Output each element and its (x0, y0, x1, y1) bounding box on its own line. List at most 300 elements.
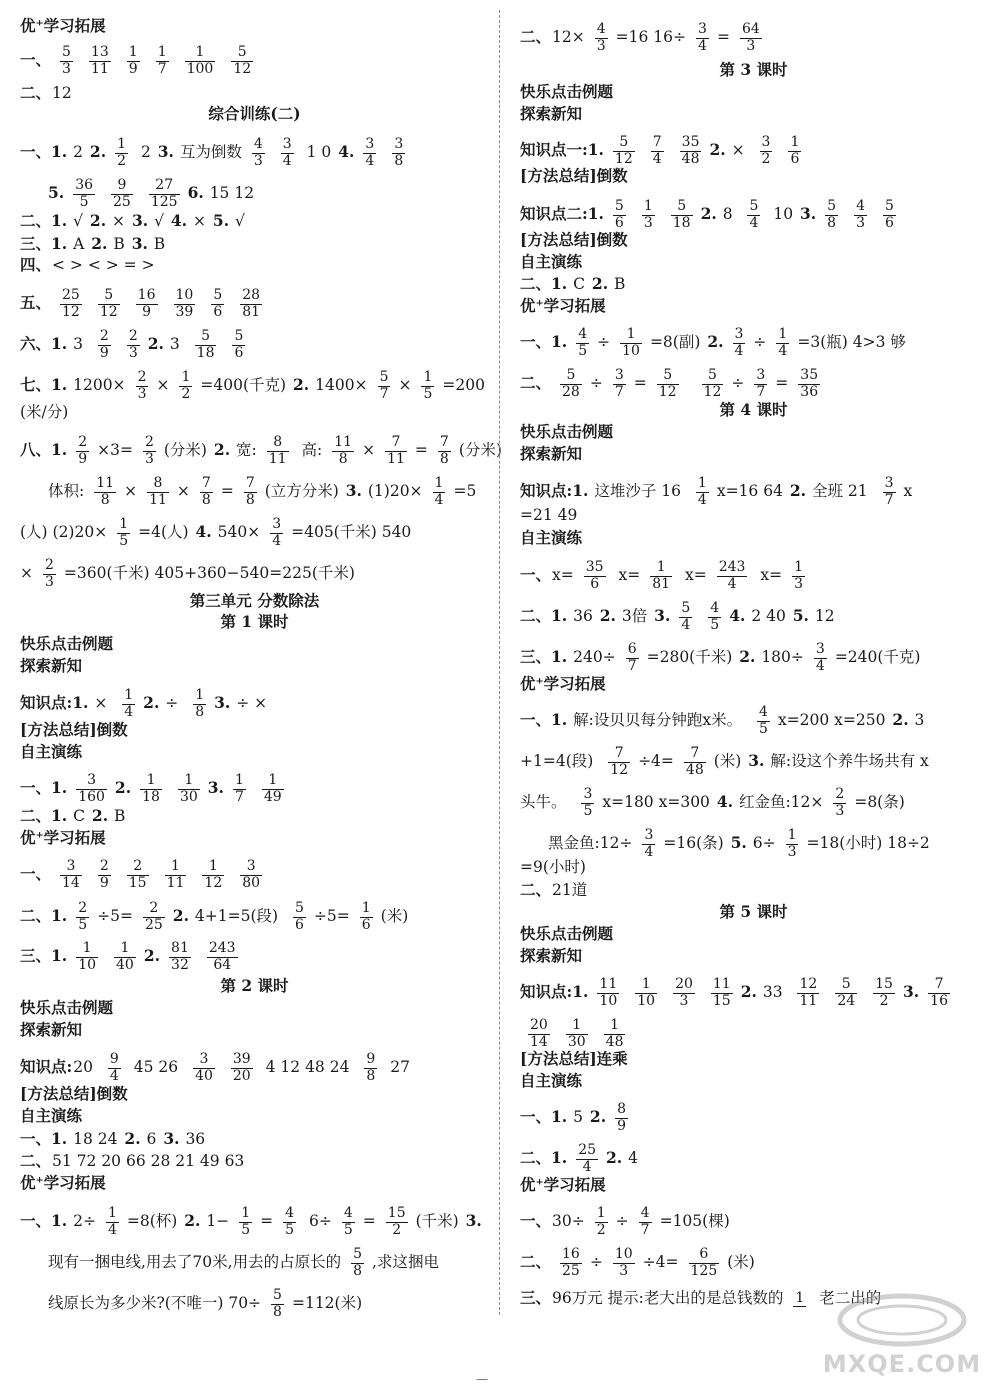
numerator: 4 (578, 326, 588, 342)
fraction (595, 1206, 608, 1238)
answer-line (520, 22, 770, 54)
numerator: 6 (627, 641, 637, 657)
item-label: 2. (293, 375, 310, 395)
denominator: 8 (195, 703, 205, 720)
answer-line (20, 830, 107, 847)
denominator: 12 (610, 761, 629, 778)
item-label: 2. (147, 334, 164, 354)
answer-text: 红金鱼:12× (734, 793, 824, 812)
fraction (174, 288, 196, 320)
answer-line (520, 787, 907, 819)
item-label: 2. (591, 274, 609, 293)
fraction (98, 288, 120, 320)
denominator: 3 (144, 450, 154, 467)
item-label: 3. (748, 751, 765, 771)
answer-text: 高: (296, 441, 323, 460)
answer-line (20, 901, 410, 933)
item-label: [方法总结]倒数 (20, 1084, 128, 1103)
item-label: 知识点:1. (520, 481, 589, 501)
fraction (584, 560, 606, 592)
numerator: 2 (128, 328, 138, 344)
item-label: 3. (131, 211, 149, 230)
numerator: 1 (794, 559, 804, 575)
denominator: 25 (144, 916, 163, 933)
numerator: 2 (99, 858, 109, 874)
fraction (576, 327, 589, 359)
item-label: 3. (799, 204, 817, 224)
fraction (117, 517, 130, 549)
denominator: 14 (62, 874, 80, 891)
fraction (433, 476, 446, 508)
section-heading (520, 424, 614, 440)
item-label: 2. (184, 1211, 201, 1231)
denominator: 4 (727, 575, 737, 592)
answer-text: =8(杯) (126, 1212, 183, 1231)
denominator: 4 (582, 1158, 592, 1175)
answer-text: 240÷ (568, 648, 616, 667)
answer-text: = (362, 1212, 376, 1231)
denominator: 2 (117, 152, 127, 169)
item-label: 2. (91, 234, 108, 253)
item-label: 一、 (520, 565, 552, 585)
fraction (615, 1102, 628, 1134)
answer-text: √ (230, 212, 245, 230)
denominator: 5 (578, 342, 588, 359)
fraction (98, 859, 111, 891)
item-label: 探索新知 (520, 104, 583, 123)
item-label: 优⁺学习拓展 (20, 16, 106, 35)
numerator: 5 (560, 368, 582, 385)
answer-text: × (156, 376, 170, 395)
answer-text: x (903, 482, 913, 501)
numerator: 3 (394, 136, 404, 152)
answer-line (48, 476, 478, 508)
answer-line (520, 1018, 633, 1050)
item-label: 2. (89, 142, 107, 162)
numerator: 4 (596, 21, 606, 37)
fraction (193, 1052, 215, 1084)
answer-text: 12× (552, 28, 585, 47)
answer-text: 现有一捆电线,用去了70米,用去的占原长的 (48, 1253, 342, 1272)
answer-text: 黑金鱼:12÷ (548, 834, 633, 853)
item-label: 自主演练 (520, 528, 583, 547)
denominator: 11 (268, 450, 287, 467)
section-heading (520, 232, 629, 248)
fraction (143, 901, 165, 933)
numerator: 5 (827, 198, 837, 214)
numerator: 15 (875, 976, 893, 992)
numerator: 7 (928, 977, 950, 994)
item-label: 二、1. (520, 274, 568, 293)
answer-text: 33 (757, 983, 788, 1002)
answer-text: 1− (201, 1212, 230, 1231)
denominator: 40 (195, 1067, 213, 1084)
item-label: 二、 (20, 1151, 52, 1170)
numerator: 1 (128, 44, 138, 60)
denominator: 18 (672, 214, 691, 231)
answer-text: √ (149, 212, 169, 230)
section-heading (20, 1108, 83, 1124)
denominator: 9 (142, 303, 152, 320)
denominator: 4 (124, 703, 134, 720)
answer-text: 36 (568, 607, 598, 626)
answer-text: =112(米) (291, 1294, 363, 1313)
item-label: 快乐点击例题 (520, 82, 614, 101)
denominator: 7 (627, 657, 637, 674)
numerator: 3 (734, 326, 744, 342)
denominator: 3 (856, 214, 866, 231)
fraction (684, 746, 706, 778)
numerator: 9 (366, 1051, 376, 1067)
numerator: 10 (175, 287, 194, 303)
fraction (60, 859, 82, 891)
section-heading (520, 1051, 629, 1067)
fraction (136, 370, 149, 402)
answer-text: 互为倒数 (174, 143, 242, 162)
denominator: 48 (605, 1033, 624, 1050)
numerator: 1 (185, 45, 216, 62)
item-label: 2. (213, 440, 231, 460)
section-title (20, 978, 490, 994)
fraction (342, 1206, 355, 1238)
fraction (127, 859, 149, 891)
item-label: 2. (789, 481, 807, 501)
answer-line (520, 560, 813, 592)
denominator: 4 (282, 152, 292, 169)
answer-line (520, 1247, 757, 1279)
item-label: 优⁺学习拓展 (20, 828, 106, 847)
item-label: 3. (131, 234, 148, 253)
numerator: 243 (718, 559, 746, 575)
denominator: 8 (338, 450, 348, 467)
numerator: 5 (614, 198, 624, 214)
item-label: 一、1. (20, 142, 68, 162)
numerator: 4 (285, 1205, 295, 1221)
answer-text: x=180 x=300 (602, 793, 715, 812)
answer-text: =200 (442, 376, 485, 395)
answer-text: ÷ × (231, 694, 268, 713)
denominator: 15 (712, 992, 731, 1009)
item-label: 2. (589, 1107, 607, 1127)
numerator: 64 (741, 21, 760, 37)
answer-text: × (362, 441, 376, 460)
fraction (595, 22, 608, 54)
item-label: 2. (700, 204, 717, 224)
answer-text: (米/分) (20, 403, 69, 421)
section-title (520, 904, 988, 920)
numerator: 13 (90, 44, 109, 60)
answer-text: C (568, 275, 590, 293)
fraction (657, 368, 679, 400)
answer-text: = (220, 482, 234, 501)
answer-text: 3 (909, 711, 925, 730)
section-heading (20, 1022, 83, 1038)
item-label: 自主演练 (20, 742, 83, 761)
item-label: 一、1. (520, 710, 568, 730)
numerator: 4 (640, 1205, 650, 1221)
item-label: 六、1. (20, 334, 68, 354)
answer-text: 1400× (310, 376, 368, 395)
denominator: 2 (392, 1221, 402, 1238)
page-number: — (476, 1372, 488, 1386)
numerator: 3 (884, 475, 894, 491)
fraction (835, 977, 857, 1009)
fraction (178, 773, 200, 805)
denominator: 7 (640, 1221, 650, 1238)
answer-text: ÷ (160, 694, 184, 713)
denominator: 10 (599, 992, 618, 1009)
denominator: 4 (681, 616, 691, 633)
denominator: 6 (294, 916, 304, 933)
fraction (679, 601, 692, 633)
item-label: 2. (143, 946, 161, 966)
numerator: 1 (119, 516, 129, 532)
answer-text: =8(条) (854, 793, 905, 812)
numerator: 4 (710, 600, 720, 616)
item-label: 自主演练 (20, 1106, 83, 1125)
denominator: 3 (619, 1262, 629, 1279)
denominator: 25 (562, 1262, 580, 1279)
answer-text: =280(千米) (646, 648, 738, 667)
section-heading (520, 948, 583, 964)
denominator: 8 (394, 152, 404, 169)
item-label: 七、1. (20, 375, 68, 395)
item-label: 3. (207, 778, 224, 798)
denominator: 10 (78, 956, 97, 973)
denominator: 14 (530, 1033, 548, 1050)
numerator: 10 (614, 1246, 633, 1262)
section-heading (520, 926, 614, 942)
answer-text: C (68, 807, 90, 825)
denominator: 10 (622, 342, 640, 359)
fraction (620, 327, 642, 359)
item-label: [方法总结]连乘 (520, 1049, 628, 1068)
fraction (360, 901, 373, 933)
denominator: 36 (800, 383, 819, 400)
item-label: [方法总结]倒数 (520, 166, 628, 185)
numerator: 20 (530, 1017, 548, 1033)
numerator: 1 (635, 977, 657, 994)
answer-text: × (107, 212, 130, 230)
denominator: 39 (175, 303, 194, 320)
denominator: 9 (617, 1117, 627, 1134)
numerator: 5 (62, 44, 71, 60)
numerator: 5 (294, 900, 304, 916)
numerator: 20 (675, 976, 693, 992)
fraction (351, 1247, 364, 1279)
item-label: 探索新知 (20, 656, 83, 675)
denominator: 6 (590, 575, 600, 592)
fraction (283, 1206, 296, 1238)
answer-text: × (89, 694, 113, 713)
answer-text: × (726, 141, 750, 160)
answer-line (20, 435, 504, 467)
answer-text: 3倍 (616, 607, 653, 626)
answer-text: ÷ (589, 1253, 603, 1272)
answer-text: B (109, 807, 126, 825)
answer-text: =360(千米) 405+360−540=225(千米) (63, 564, 355, 583)
fraction (613, 368, 626, 400)
numerator: 8 (147, 476, 169, 493)
denominator: 20 (232, 1067, 251, 1084)
numerator: 2 (45, 557, 54, 573)
answer-text: =405(千米) 540 (291, 523, 412, 542)
numerator: 1 (107, 1205, 117, 1221)
answer-text: 18 24 (68, 1130, 123, 1148)
numerator: 243 (208, 940, 236, 956)
fraction (244, 476, 257, 508)
fraction (604, 1018, 626, 1050)
answer-line (20, 859, 270, 891)
item-label: 二、1. (520, 1148, 568, 1168)
item-label: 一、1. (20, 1129, 68, 1148)
item-label: 4. (729, 606, 746, 626)
answer-text: (立方分米) (264, 482, 344, 501)
fraction (613, 135, 635, 167)
numerator: 5 (379, 369, 389, 385)
denominator: 4 (734, 342, 744, 359)
answer-text: x=200 x=250 (777, 711, 891, 730)
numerator: 35 (585, 559, 604, 575)
answer-text: (人) (2)20× (20, 523, 108, 542)
numerator: 5 (835, 977, 857, 994)
fraction (169, 941, 191, 973)
numerator: 5 (231, 45, 253, 62)
item-label: 第 4 课时 (719, 400, 788, 419)
fraction (793, 1291, 806, 1308)
denominator: 5 (759, 720, 768, 737)
item-label: 二、1. (20, 211, 68, 230)
answer-text: ÷4= (638, 752, 674, 771)
fraction (271, 1288, 284, 1320)
denominator: 12 (204, 874, 223, 891)
item-label: 2. (740, 982, 757, 1002)
numerator: 7 (652, 134, 662, 150)
fraction (786, 828, 799, 860)
fraction (207, 941, 238, 973)
answer-line (48, 1247, 441, 1279)
denominator: 5 (241, 1221, 251, 1238)
item-label: 二、 (520, 880, 552, 899)
item-label: 3. (163, 1129, 180, 1148)
answer-text: x= (613, 566, 641, 585)
answer-text: 解:设这个养牛场共有 x (765, 752, 929, 771)
numerator: 1 (234, 772, 244, 788)
fraction (928, 977, 950, 1009)
item-label: 第三单元 分数除法 (189, 591, 320, 610)
item-label: 5. (730, 833, 747, 853)
answer-text: x=16 64 (716, 482, 788, 501)
section-heading (20, 1000, 114, 1016)
section-heading (520, 106, 583, 122)
numerator: 3 (761, 134, 771, 150)
denominator: 12 (703, 383, 722, 400)
denominator: 3 (45, 573, 54, 590)
answer-text: 1200× (68, 376, 126, 395)
numerator: 3 (698, 21, 707, 37)
fraction (76, 773, 107, 805)
answer-text: =240(千克) (834, 648, 921, 667)
fraction (576, 1143, 598, 1175)
fraction (760, 135, 773, 167)
numerator: 7 (201, 475, 211, 491)
item-label: 2. (599, 606, 616, 626)
denominator: 11 (799, 992, 818, 1009)
fraction (814, 642, 827, 674)
item-label: 5. (48, 183, 65, 203)
numerator: 1 (778, 326, 788, 342)
denominator: 8 (245, 491, 255, 508)
fraction (136, 288, 158, 320)
denominator: 2 (596, 1221, 606, 1238)
fraction (747, 199, 760, 231)
numerator: 81 (171, 940, 189, 956)
answer-text: 4 12 48 24 (260, 1058, 355, 1077)
answer-line (20, 1052, 412, 1084)
numerator: 5 (98, 288, 120, 305)
item-label: 2. (606, 1148, 623, 1168)
fraction (696, 476, 709, 508)
fraction (754, 368, 767, 400)
fraction (613, 199, 626, 231)
item-label: 知识点:1. (20, 693, 89, 713)
answer-line (20, 370, 487, 402)
numerator: 2 (99, 328, 109, 344)
numerator: 3 (815, 641, 825, 657)
answer-text: 宽: (231, 441, 257, 460)
numerator: 6 (689, 1247, 720, 1264)
fraction (122, 688, 135, 720)
answer-text: 12 (809, 607, 835, 626)
denominator: 6 (234, 344, 244, 361)
numerator: 1 (165, 859, 187, 876)
fraction (639, 1206, 652, 1238)
fraction (89, 45, 111, 77)
fraction (76, 901, 89, 933)
fraction (717, 560, 748, 592)
numerator: 3 (240, 859, 262, 876)
numerator: 3 (583, 786, 593, 802)
section-heading (520, 530, 583, 546)
denominator: 12 (99, 303, 118, 320)
answer-text: 1 0 (301, 143, 337, 162)
fraction (179, 370, 192, 402)
numerator: 7 (439, 434, 449, 450)
fraction (270, 517, 283, 549)
numerator: 3 (365, 136, 375, 152)
denominator: 4 (697, 491, 707, 508)
numerator: 1 (241, 1205, 251, 1221)
answer-text: 5 (568, 1108, 588, 1127)
denominator: 30 (567, 1033, 586, 1050)
answer-text: = (775, 374, 789, 393)
answer-text: 45 26 (128, 1058, 184, 1077)
answer-text: +1=4(段) (520, 752, 599, 771)
answer-text: =3(瓶) 4>3 够 (797, 333, 906, 352)
fraction (708, 601, 721, 633)
fraction (854, 199, 867, 231)
denominator: 6 (885, 214, 894, 231)
fraction (293, 901, 306, 933)
answer-text: 2 (68, 143, 88, 162)
fraction (696, 22, 709, 54)
answer-line (520, 705, 926, 737)
answer-line (520, 276, 627, 293)
fraction (608, 746, 630, 778)
fraction (560, 368, 582, 400)
denominator: 3 (596, 37, 606, 54)
answer-line (20, 517, 413, 549)
